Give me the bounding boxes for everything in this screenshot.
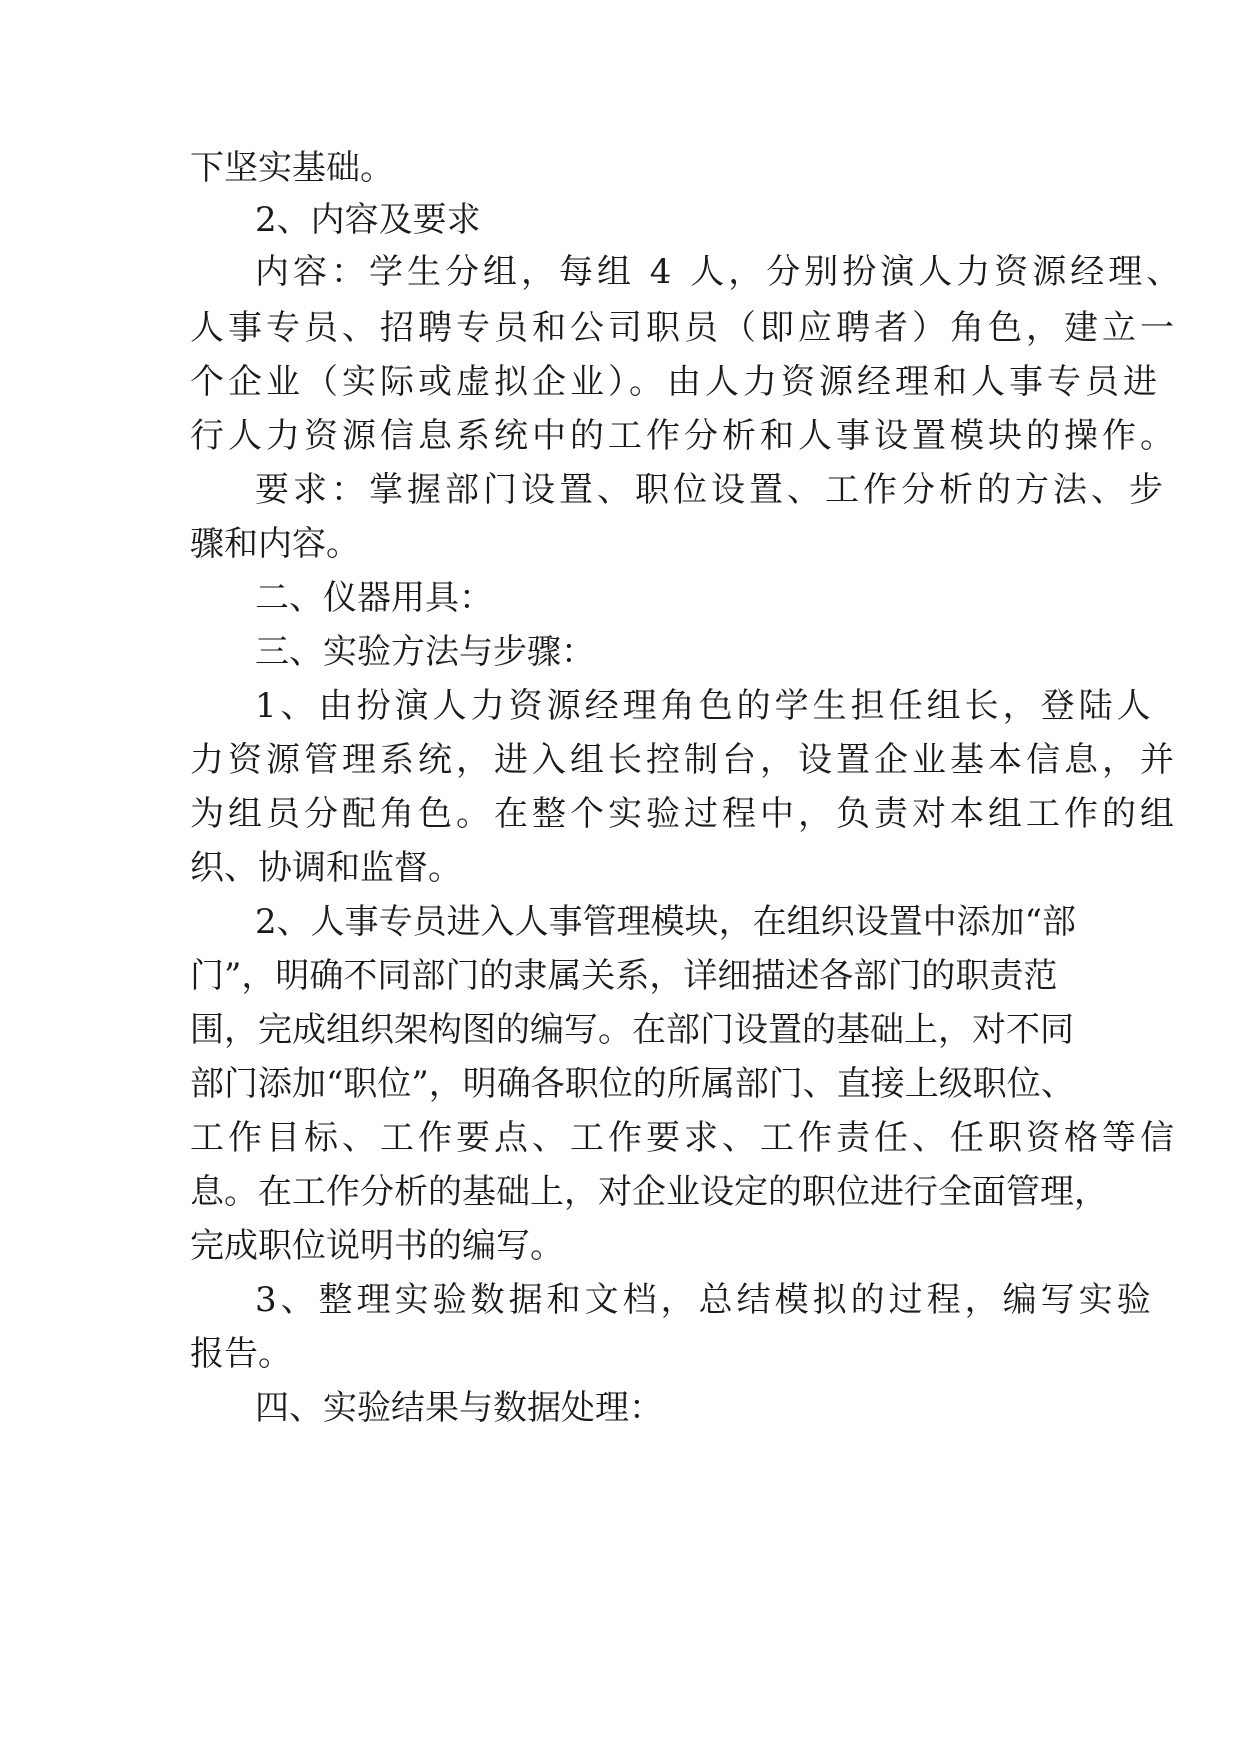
text-line: 人事专员、招聘专员和公司职员（即应聘者）角色，建立一	[190, 308, 1178, 348]
text-line: 完成职位说明书的编写。	[190, 1226, 564, 1266]
text-line: 工作目标、工作要点、工作要求、工作责任、任职资格等信	[190, 1118, 1178, 1158]
text-line: 报告。	[190, 1334, 292, 1374]
text-line: 1、由扮演人力资源经理角色的学生担任组长，登陆人	[255, 686, 1155, 726]
text-line: 息。在工作分析的基础上，对企业设定的职位进行全面管理，	[190, 1172, 1108, 1212]
text-line: 内容：学生分组，每组 4 人，分别扮演人力资源经理、	[255, 252, 1185, 292]
text-line: 门”，明确不同部门的隶属关系，详细描述各部门的职责范	[190, 956, 1058, 996]
text-line: 要求：掌握部门设置、职位设置、工作分析的方法、步	[255, 470, 1167, 510]
section-heading: 四、实验结果与数据处理：	[255, 1388, 663, 1428]
section-heading: 三、实验方法与步骤：	[255, 632, 595, 672]
text-line: 围，完成组织架构图的编写。在部门设置的基础上，对不同	[190, 1010, 1074, 1050]
text-line: 骤和内容。	[190, 524, 360, 564]
section-heading: 二、仪器用具：	[255, 578, 493, 618]
text-line: 部门添加“职位”，明确各职位的所属部门、直接上级职位、	[190, 1064, 1075, 1104]
text-line: 力资源管理系统，进入组长控制台，设置企业基本信息，并	[190, 740, 1178, 780]
text-line: 2、人事专员进入人事管理模块，在组织设置中添加“部	[255, 902, 1077, 942]
text-line: 为组员分配角色。在整个实验过程中，负责对本组工作的组	[190, 794, 1178, 834]
text-line: 下坚实基础。	[190, 148, 394, 188]
text-line: 行人力资源信息系统中的工作分析和人事设置模块的操作。	[190, 416, 1178, 456]
text-line: 个企业（实际或虚拟企业）。由人力资源经理和人事专员进	[190, 362, 1161, 402]
text-line: 3、整理实验数据和文档，总结模拟的过程，编写实验	[255, 1280, 1155, 1320]
text-line: 织、协调和监督。	[190, 848, 462, 888]
section-heading: 2、内容及要求	[255, 200, 481, 240]
